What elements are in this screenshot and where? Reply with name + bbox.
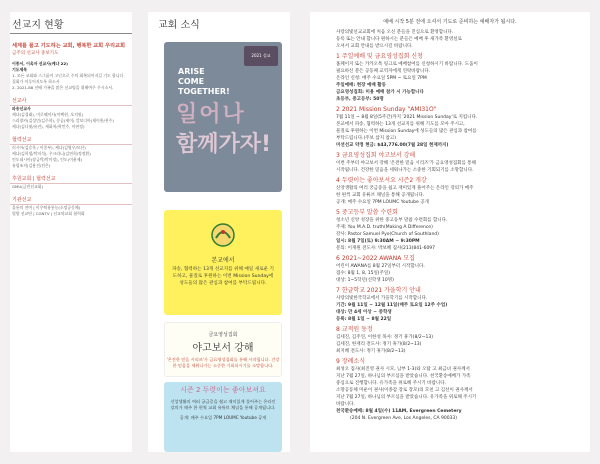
announcement-title-text: 두렷이는 좋아보셔요 시즌2 개강 [341, 177, 427, 184]
announcement-line: 부탁드립니다.(주보 삽지 참고) [336, 136, 396, 141]
announcement-line: 최성오 집사(최진영 권사 시모, 남부 1-3)와 오탐 고 최금녀 권사께서 [336, 367, 470, 372]
section-line: 케냐(김다윗/유진), 세화척(곽인주, 이연정) [12, 124, 85, 129]
season2-card [164, 382, 282, 452]
announcement-line: 지난 7월 27일, 하나님의 부르심을 받았습니다. 유가족을 위로해 주시기 [336, 395, 477, 400]
announcement-title-text: 한글학교 2021 가을학기 안내 [341, 287, 421, 294]
announcement-number: 6 [336, 255, 340, 262]
announcement-number: 2 [336, 106, 340, 113]
section-heading: 기관선교 [10, 195, 132, 205]
announcement-line: 시작됩니다. 건강한 믿음을 세워나가는 소중한 기회되기를 소망합니다. [336, 168, 474, 173]
announcement-title [336, 287, 566, 295]
announcement-line: 대상: 1~5학년(신학생 10명) [336, 278, 394, 283]
announcement-number: 5 [336, 209, 340, 216]
announcement-line: 공개: 매주 수요일 7PM LOUMC Youtube 공개 [336, 200, 429, 205]
announcement-title [336, 209, 566, 217]
mission-card-title: 본교에서 [211, 257, 235, 264]
announcement-title-text: 2021 Mission Sunday "AMI31O" [341, 106, 437, 113]
section-heading: 협력선교 [10, 135, 132, 145]
mission-logo-icon [210, 222, 236, 248]
announcement-line: 필요하신 분은 공동체 교역자에게 연락바랍니다. [336, 69, 431, 74]
announcement-title [336, 106, 566, 114]
announcement-line: 신앙생활의 여러 궁금증을 쉽고 재미있게 풀어주는 온라인 강의가 매주 [336, 186, 474, 191]
season2-footer: 공개: 매주 수요일 7PM LOUMC Youtube 공개 [179, 415, 267, 420]
missionary-sections [10, 96, 132, 217]
announcement-line: 7월 11일 ~ 8월 8일(5주간)까지 '2021 Mission Sunday'로 지킵니다. [336, 115, 478, 120]
announcement-line: 접수: 8월 1, 8, 15일(주일) [336, 271, 391, 276]
announcement-line: 주일예배: 현장 예배 활동 [336, 83, 386, 88]
announcement-line: 청소년 신앙 성장을 위한 중고등부 말씀 수련회를 합니다. [336, 218, 448, 223]
announcement-line: 김세진, 한재리 전도사: 정기 휴가(8/2~13) [336, 342, 422, 347]
banner-english-text: ARISE COME TOGETHER! [178, 67, 230, 96]
section-line: 유럽조직(김용진/전은) [12, 163, 51, 168]
section-line: 러시아(김승욱 / 이종부), 케냐(김영우/모산) [12, 145, 86, 150]
announcements-column [310, 12, 590, 452]
announcement-number: 9 [336, 358, 340, 365]
section-line: 케냐(김경태), 미로웨이사(이택현, 오지원) [12, 112, 84, 117]
announcement-line: 바랍니다. [336, 402, 355, 407]
announcement-title [336, 177, 566, 185]
announcement-line: 온라인 신청: 매주 수요일 5PM ~ 토요일 7PM [336, 76, 427, 81]
announcement-line: 홈페이지 또는 카카오톡 링크로 예배참여를 신청하시기 바랍니다. 도움이 [336, 62, 478, 67]
section-heading: 후원교회 | 협력선교 [10, 174, 132, 184]
lecture-subtitle: 금요영성집회 [208, 332, 238, 338]
announcement-line: 최지혜 전도사: 정기 휴가(8/2~13) [336, 349, 406, 354]
welcome-line: 등록 또는 안내 합니다 원하시는 분들은 예배 후 새가족 환영실로 [336, 37, 462, 42]
announcement-title [336, 152, 566, 160]
announcement-line: 초등부, 중고등부: 50명 [336, 97, 384, 102]
announcement-line: 어린이 AWANA를 8월 27일부터 시작합니다. [336, 264, 425, 269]
prayer-line: 기도제목 [12, 67, 28, 72]
announcement-title-text: 중고등부 말씀 수련회 [341, 209, 398, 216]
section-line: 파송선교사 [12, 106, 31, 111]
announcement-title-text: 장례소식 [341, 358, 366, 365]
announcement-line: 미션선교 약정 현금: $43,776.00(7월 28일 현재까지) [336, 143, 449, 148]
prayer-line: 이종서, 이옥자 선교사(케냐 22) [12, 61, 68, 66]
announcement-number: 7 [336, 287, 340, 294]
section-line: 스리랑카(김성민/김주희), 몽골(제이) 캄보디아(제이흥/찬주) [12, 118, 114, 123]
announcement-title [336, 255, 566, 263]
prayer-subtitle: 금주의 선교사 중보기도 [12, 51, 59, 56]
announcement-line: 물질로 후원하는 이번 Mission Sunday에 성도들의 많은 관심과 참여를 [336, 129, 477, 134]
mission-status-column [10, 12, 132, 452]
section-line: 울릉의 전여 | 이우떡유통농(소망공동체) [12, 205, 81, 210]
announcement-number: 4 [336, 177, 340, 184]
prayer-line: 2. 2021-88 선배 가족을 많은 선교팀을 위해여주 주시소서. [12, 85, 114, 90]
season2-body: 신앙생활의 여러 궁금증을 쉽고 재미있게 풀어주는 온라인 강의가 매주 한 편씩 교회 유튜브 채널을 통해 공개됩니다. [170, 399, 276, 410]
cemetery-address: (204 N. Evergreen Ave, Los Angeles, CA 90033) [350, 416, 458, 421]
announcement-line: 이번 주부터 야고보서 강해 '온전한 믿음 시리즈'가 금요영성집회를 통해 [336, 161, 476, 166]
section-line: 케냐(김희생/박지석), 우크라니(김연희/정정환) [12, 151, 91, 156]
announcement-list [310, 53, 590, 415]
banner-korean-line1: 일어나 [176, 102, 246, 127]
welcome-lead [310, 29, 590, 50]
announcement-line: 문의: 이재원 전도사: 박보혜 집사(213)841-6097 [336, 246, 436, 251]
prayer-line: 1. 모든 교회와 스그룹이 고난으로 주의 회복되어지길 기도 합니다 [12, 73, 124, 78]
announcement-title-text: 2021~2022 AWANA 모집 [341, 255, 415, 262]
announcement-title-text: 주일예배 및 금요영성집회 신청 [341, 53, 423, 60]
announcement-line: 본교에서 파송, 협력하는 13개 선교지를 위해 기도를 모아 주시고, [336, 122, 465, 127]
lecture-title: 야고보서 강해 [192, 343, 254, 354]
mission-status-title: 선교지 현황 [10, 12, 132, 34]
announcement-line: 일시: 8월 7일(토) 9:30AM ~ 9:30PM [336, 239, 420, 244]
prayer-line: 집회가 이루어지도록 하소서 [12, 79, 60, 84]
announcement-number: 1 [336, 53, 340, 60]
section-line: 열방 선교단 | CGNTV | 선교약교회 협력회 [12, 211, 85, 216]
announcement-line: 한 편씩 교회 유튜브 채널을 통해 공개됩니다. [336, 193, 425, 198]
banner-korean-line2: 함께가자! [176, 132, 272, 157]
announcement-line: 금요영성집회: 미용 예배 참가 시 가능합니다 [336, 90, 424, 95]
announcement-line: 천국환송예배: 8월 4일(수) 11AM, Evergreen Cemetery [336, 409, 462, 414]
announcement-line: 사랑의빛한국학교에서 가을학기를 시작합니다. [336, 296, 428, 301]
lecture-body: '온전한 믿음 시리즈'가 금요영성집회를 통해 시작됩니다. 건강한 믿음을 세워나가는 소중한 기회되시기를 소망합니다. [166, 357, 280, 368]
prayer-lines [10, 61, 132, 91]
church-news-column [148, 12, 290, 452]
james-lecture-card [164, 322, 282, 377]
announcement-title [336, 358, 566, 366]
arise-banner [164, 42, 282, 192]
announcement-line: 대상: 만 4세 이상 ~ 중학생 [336, 310, 392, 315]
announcement-title-text: 교적원 동정 [341, 326, 373, 333]
announcement-title-text: 금요영성집회 야고보서 강해 [341, 152, 416, 159]
announcement-line: 소망공동체 미운이 권사(이종갑 장로 장모)의 모친 고 김선이 권사께서 [336, 388, 473, 393]
season2-title: 시즌 2 두렷이는 좋아보셔요 [180, 386, 266, 394]
church-news-title: 교회 소식 [158, 20, 200, 31]
announcement-line: 주제: You M.A.D. truth(Making A Difference) [336, 225, 433, 230]
welcome-line: 사랑의빛선교교회에 처음 오신 분들을 진심으로 환영합니다. [336, 30, 454, 35]
section-line: 인도네시아(장금박/박미정), 인도(이윤제) [12, 157, 82, 162]
banner-badge: 2021 설교 [244, 46, 278, 66]
announcement-line: 등록: 8월 1일 ~ 8월 22일 [336, 317, 392, 322]
section-line: GMU(금빈선교회) [12, 184, 44, 189]
announcement-line: 중심으로 진행합니다. 유가족을 위로해 주시기 바랍니다. [336, 381, 446, 386]
worship-intro: 예배 시작 5분 전에 오셔서 기도로 준비하는 예배자가 됩시다. [383, 19, 517, 25]
announcement-number: 3 [336, 152, 340, 159]
announcement-number: 8 [336, 326, 340, 333]
announcement-title [336, 326, 566, 334]
mission-sunday-card [164, 210, 282, 315]
announcement-line: 김세진, 김주연, 이한성 목사: 정기 휴가(8/2~13) [336, 335, 433, 340]
announcement-line: 기간: 9월 11일 ~ 12월 11일(매주 토요일 12주 수업) [336, 303, 448, 308]
mission-card-body: 파송, 협력하는 13개 선교지를 위해 매일 새로운 기도하고, 물질로 후원하는 이번 Mission Sunday에 성도들의 많은 관심과 참여를 부탁드립니다. [172, 267, 274, 286]
announcement-line: 지난 7월 27일, 하나님의 부르심을 받았습니다. 천국환송예배가 가족 [336, 374, 471, 379]
church-tagline: 세계를 품고 기도하는 교회, 행복한 교회 우리교회 [12, 43, 126, 49]
announcement-line: 강사: Pastor Samuel Pyo(Church of Southland) [336, 232, 439, 237]
announcement-title [336, 53, 566, 61]
section-heading: 선교사 [10, 96, 132, 106]
welcome-line: 오셔서 교회 안내를 받으시길 바랍니다. [336, 44, 413, 49]
